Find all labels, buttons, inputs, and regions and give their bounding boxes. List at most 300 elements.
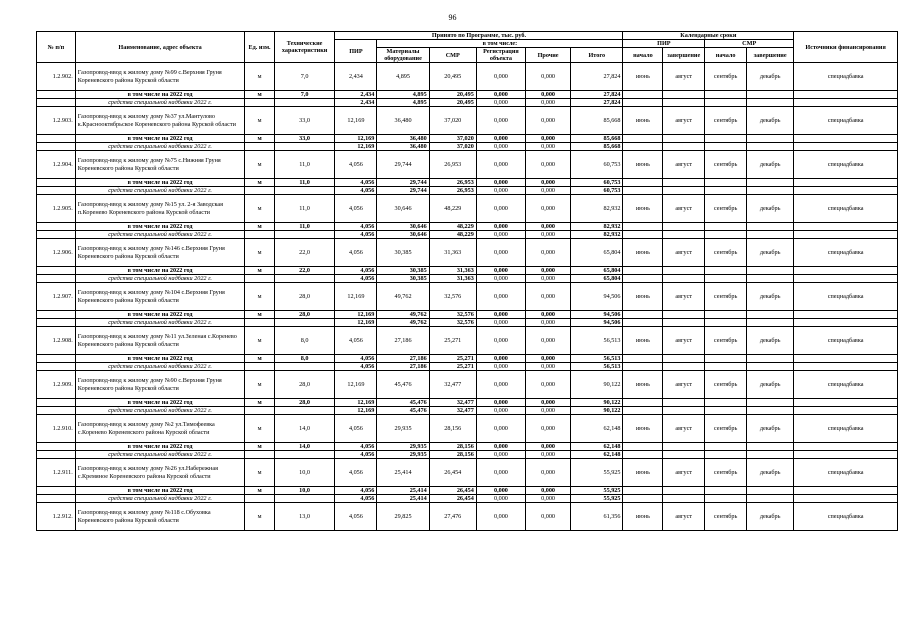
table-row [37, 327, 898, 355]
special-allowance-row [37, 451, 898, 459]
empty-cell [274, 407, 335, 415]
smr-cell: 37,020 [429, 143, 476, 151]
empty-cell [37, 443, 76, 451]
unit-cell: м [245, 195, 274, 223]
total-cell: 82,932 [571, 223, 623, 231]
funding-cell: спецнадбавка [794, 371, 898, 399]
empty-cell [274, 275, 335, 283]
object-name: Газопровод-ввод к жилому дому №37 ул.Мантулово к.Краснооктябрьское Кореневского района Курской области [75, 107, 245, 135]
smr-start-cell: сентябрь [705, 107, 747, 135]
empty-cell [794, 451, 898, 459]
registration-cell: 0,000 [476, 91, 525, 99]
header-registration: Регистрация объекта [476, 48, 525, 63]
pir-cell: 12,169 [335, 319, 377, 327]
header-smr-start: начало [705, 48, 747, 63]
empty-cell [623, 407, 663, 415]
smr-start-cell: сентябрь [705, 459, 747, 487]
empty-cell [747, 319, 794, 327]
total-cell: 94,506 [571, 283, 623, 311]
smr-cell: 32,477 [429, 371, 476, 399]
subtotal-row [37, 179, 898, 187]
pir-cell: 12,169 [335, 283, 377, 311]
empty-cell [747, 179, 794, 187]
pir-start-cell: июнь [623, 151, 663, 179]
unit-cell: м [245, 63, 274, 91]
total-cell: 55,925 [571, 487, 623, 495]
unit-cell: м [245, 223, 274, 231]
row-number: 1.2.909. [37, 371, 76, 399]
pir-cell: 4,056 [335, 151, 377, 179]
total-cell: 60,753 [571, 151, 623, 179]
registration-cell: 0,000 [476, 363, 525, 371]
empty-cell [794, 355, 898, 363]
pir-cell: 4,056 [335, 187, 377, 195]
subtotal-label: в том числе на 2022 год [75, 267, 245, 275]
tech-cell: 33,0 [274, 107, 335, 135]
empty-cell [705, 99, 747, 107]
table-row [37, 239, 898, 267]
registration-cell: 0,000 [476, 371, 525, 399]
empty-cell [747, 363, 794, 371]
pir-cell: 2,434 [335, 99, 377, 107]
total-cell: 94,506 [571, 319, 623, 327]
empty-cell [663, 143, 705, 151]
registration-cell: 0,000 [476, 239, 525, 267]
smr-cell: 48,229 [429, 195, 476, 223]
tech-cell: 10,0 [274, 459, 335, 487]
tech-cell: 7,0 [274, 63, 335, 91]
empty-cell [623, 311, 663, 319]
materials-cell: 30,385 [377, 267, 429, 275]
smr-cell: 32,477 [429, 399, 476, 407]
unit-cell: м [245, 399, 274, 407]
table-row [37, 283, 898, 311]
empty-cell [274, 451, 335, 459]
empty-cell [245, 143, 274, 151]
registration-cell: 0,000 [476, 443, 525, 451]
registration-cell: 0,000 [476, 283, 525, 311]
subtotal-row [37, 443, 898, 451]
smr-cell: 31,363 [429, 275, 476, 283]
total-cell: 60,753 [571, 179, 623, 187]
smr-cell: 26,454 [429, 487, 476, 495]
materials-cell: 27,186 [377, 363, 429, 371]
empty-cell [747, 143, 794, 151]
empty-cell [623, 355, 663, 363]
smr-start-cell: сентябрь [705, 283, 747, 311]
tech-cell: 11,0 [274, 151, 335, 179]
pir-cell: 4,056 [335, 275, 377, 283]
tech-cell: 8,0 [274, 355, 335, 363]
special-allowance-label: средства специальной надбавки 2022 г. [75, 495, 245, 503]
materials-cell: 36,480 [377, 135, 429, 143]
header-name: Наименование, адрес объекта [75, 32, 245, 63]
pir-cell: 4,056 [335, 239, 377, 267]
empty-cell [705, 451, 747, 459]
smr-cell: 32,576 [429, 283, 476, 311]
registration-cell: 0,000 [476, 231, 525, 239]
pir-end-cell: август [663, 195, 705, 223]
smr-cell: 31,363 [429, 267, 476, 275]
other-cell: 0,000 [526, 275, 571, 283]
registration-cell: 0,000 [476, 503, 525, 531]
empty-cell [623, 487, 663, 495]
header-incl: в том числе: [377, 40, 623, 48]
materials-cell: 30,646 [377, 195, 429, 223]
subtotal-label: в том числе на 2022 год [75, 223, 245, 231]
pir-end-cell: август [663, 503, 705, 531]
materials-cell: 29,744 [377, 151, 429, 179]
smr-cell: 48,229 [429, 231, 476, 239]
row-number: 1.2.907. [37, 283, 76, 311]
materials-cell: 27,186 [377, 327, 429, 355]
pir-end-cell: август [663, 459, 705, 487]
empty-cell [794, 443, 898, 451]
table-row [37, 459, 898, 487]
pir-end-cell: август [663, 239, 705, 267]
empty-cell [245, 451, 274, 459]
empty-cell [663, 187, 705, 195]
tech-cell: 28,0 [274, 399, 335, 407]
pir-start-cell: июнь [623, 195, 663, 223]
materials-cell: 30,385 [377, 239, 429, 267]
special-allowance-label: средства специальной надбавки 2022 г. [75, 319, 245, 327]
empty-cell [37, 487, 76, 495]
empty-cell [663, 179, 705, 187]
unit-cell: м [245, 91, 274, 99]
empty-cell [663, 319, 705, 327]
materials-cell: 45,476 [377, 407, 429, 415]
smr-end-cell: декабрь [747, 107, 794, 135]
empty-cell [37, 187, 76, 195]
pir-cell: 4,056 [335, 415, 377, 443]
table-row [37, 415, 898, 443]
smr-end-cell: декабрь [747, 503, 794, 531]
materials-cell: 4,895 [377, 63, 429, 91]
unit-cell: м [245, 443, 274, 451]
empty-cell [663, 451, 705, 459]
special-allowance-label: средства специальной надбавки 2022 г. [75, 275, 245, 283]
row-number: 1.2.903. [37, 107, 76, 135]
empty-cell [705, 363, 747, 371]
other-cell: 0,000 [526, 267, 571, 275]
other-cell: 0,000 [526, 179, 571, 187]
subtotal-label: в том числе на 2022 год [75, 179, 245, 187]
unit-cell: м [245, 355, 274, 363]
pir-start-cell: июнь [623, 459, 663, 487]
pir-cell: 12,169 [335, 135, 377, 143]
total-cell: 55,925 [571, 495, 623, 503]
special-allowance-label: средства специальной надбавки 2022 г. [75, 451, 245, 459]
empty-cell [794, 275, 898, 283]
tech-cell: 14,0 [274, 443, 335, 451]
pir-cell: 4,056 [335, 443, 377, 451]
pir-cell: 4,056 [335, 495, 377, 503]
registration-cell: 0,000 [476, 407, 525, 415]
smr-end-cell: декабрь [747, 371, 794, 399]
pir-cell: 2,434 [335, 63, 377, 91]
unit-cell: м [245, 151, 274, 179]
header-total: Итого [571, 48, 623, 63]
pir-cell: 4,056 [335, 355, 377, 363]
other-cell: 0,000 [526, 135, 571, 143]
empty-cell [274, 143, 335, 151]
special-allowance-label: средства специальной надбавки 2022 г. [75, 363, 245, 371]
subtotal-label: в том числе на 2022 год [75, 487, 245, 495]
smr-start-cell: сентябрь [705, 371, 747, 399]
smr-cell: 32,477 [429, 407, 476, 415]
empty-cell [245, 495, 274, 503]
smr-cell: 26,953 [429, 151, 476, 179]
materials-cell: 25,414 [377, 459, 429, 487]
empty-cell [663, 275, 705, 283]
empty-cell [245, 319, 274, 327]
empty-cell [37, 223, 76, 231]
total-cell: 85,668 [571, 135, 623, 143]
empty-cell [37, 311, 76, 319]
registration-cell: 0,000 [476, 495, 525, 503]
funding-cell: спецнадбавка [794, 415, 898, 443]
header-other: Прочие [526, 48, 571, 63]
total-cell: 65,804 [571, 267, 623, 275]
funding-cell: спецнадбавка [794, 327, 898, 355]
pir-cell: 4,056 [335, 451, 377, 459]
pir-cell: 4,056 [335, 503, 377, 531]
tech-cell: 22,0 [274, 239, 335, 267]
materials-cell: 29,935 [377, 415, 429, 443]
smr-start-cell: сентябрь [705, 327, 747, 355]
materials-cell: 29,825 [377, 503, 429, 531]
unit-cell: м [245, 503, 274, 531]
smr-start-cell: сентябрь [705, 195, 747, 223]
unit-cell: м [245, 459, 274, 487]
empty-cell [794, 135, 898, 143]
total-cell: 60,753 [571, 187, 623, 195]
empty-cell [37, 363, 76, 371]
empty-cell [794, 187, 898, 195]
subtotal-row [37, 91, 898, 99]
empty-cell [705, 179, 747, 187]
registration-cell: 0,000 [476, 355, 525, 363]
object-name: Газопровод-ввод к жилому дому №90 с.Верхняя Груня Кореневского района Курской области [75, 371, 245, 399]
header-cal-pir: ПИР [623, 40, 705, 48]
smr-end-cell: декабрь [747, 239, 794, 267]
header-pir: ПИР [335, 40, 377, 63]
subtotal-row [37, 399, 898, 407]
empty-cell [705, 135, 747, 143]
empty-cell [747, 487, 794, 495]
pir-end-cell: август [663, 371, 705, 399]
pir-end-cell: август [663, 283, 705, 311]
empty-cell [37, 143, 76, 151]
other-cell: 0,000 [526, 495, 571, 503]
total-cell: 90,122 [571, 371, 623, 399]
object-name: Газопровод-ввод к жилому дому №104 с.Верхняя Груня Кореневского района Курской области [75, 283, 245, 311]
total-cell: 85,668 [571, 107, 623, 135]
empty-cell [274, 495, 335, 503]
empty-cell [37, 231, 76, 239]
smr-cell: 32,576 [429, 311, 476, 319]
table-row [37, 151, 898, 179]
registration-cell: 0,000 [476, 107, 525, 135]
header-pir-start: начало [623, 48, 663, 63]
empty-cell [623, 135, 663, 143]
smr-end-cell: декабрь [747, 459, 794, 487]
subtotal-label: в том числе на 2022 год [75, 355, 245, 363]
unit-cell: м [245, 487, 274, 495]
empty-cell [623, 319, 663, 327]
empty-cell [623, 443, 663, 451]
empty-cell [623, 99, 663, 107]
other-cell: 0,000 [526, 107, 571, 135]
empty-cell [245, 99, 274, 107]
smr-cell: 27,476 [429, 503, 476, 531]
smr-cell: 28,156 [429, 443, 476, 451]
tech-cell: 11,0 [274, 223, 335, 231]
row-number: 1.2.906. [37, 239, 76, 267]
empty-cell [663, 363, 705, 371]
empty-cell [663, 267, 705, 275]
other-cell: 0,000 [526, 151, 571, 179]
pir-start-cell: июнь [623, 239, 663, 267]
subtotal-row [37, 487, 898, 495]
special-allowance-row [37, 319, 898, 327]
subtotal-row [37, 135, 898, 143]
pir-cell: 4,056 [335, 195, 377, 223]
empty-cell [794, 99, 898, 107]
object-name: Газопровод-ввод к жилому дому №75 с.Нижняя Груня Кореневского района Курской области [75, 151, 245, 179]
pir-start-cell: июнь [623, 107, 663, 135]
empty-cell [747, 451, 794, 459]
empty-cell [705, 443, 747, 451]
tech-cell: 8,0 [274, 327, 335, 355]
total-cell: 62,148 [571, 451, 623, 459]
materials-cell: 49,762 [377, 311, 429, 319]
empty-cell [794, 143, 898, 151]
subtotal-row [37, 223, 898, 231]
registration-cell: 0,000 [476, 275, 525, 283]
row-number: 1.2.905. [37, 195, 76, 223]
empty-cell [663, 487, 705, 495]
empty-cell [663, 399, 705, 407]
empty-cell [245, 187, 274, 195]
object-name: Газопровод-ввод к жилому дому №26 ул.Набережная с.Кремяное Кореневского района Курской области [75, 459, 245, 487]
registration-cell: 0,000 [476, 415, 525, 443]
smr-start-cell: сентябрь [705, 239, 747, 267]
smr-end-cell: декабрь [747, 283, 794, 311]
smr-end-cell: декабрь [747, 327, 794, 355]
other-cell: 0,000 [526, 99, 571, 107]
total-cell: 56,513 [571, 355, 623, 363]
registration-cell: 0,000 [476, 399, 525, 407]
other-cell: 0,000 [526, 503, 571, 531]
empty-cell [623, 187, 663, 195]
other-cell: 0,000 [526, 283, 571, 311]
table-header [37, 32, 898, 63]
funding-cell: спецнадбавка [794, 63, 898, 91]
empty-cell [705, 231, 747, 239]
registration-cell: 0,000 [476, 319, 525, 327]
tech-cell: 28,0 [274, 311, 335, 319]
empty-cell [794, 407, 898, 415]
empty-cell [623, 179, 663, 187]
unit-cell: м [245, 371, 274, 399]
pir-end-cell: август [663, 63, 705, 91]
special-allowance-row [37, 143, 898, 151]
object-name: Газопровод-ввод к жилому дому №11 ул.Зеленая с.Коренево Кореневского района Курской области [75, 327, 245, 355]
total-cell: 27,824 [571, 91, 623, 99]
empty-cell [705, 223, 747, 231]
empty-cell [794, 91, 898, 99]
row-number: 1.2.910. [37, 415, 76, 443]
subtotal-row [37, 267, 898, 275]
object-name: Газопровод-ввод к жилому дому №15 ул. 2-я Заводская п.Коренево Кореневского района Курской области [75, 195, 245, 223]
smr-cell: 37,020 [429, 107, 476, 135]
smr-cell: 26,953 [429, 179, 476, 187]
subtotal-row [37, 355, 898, 363]
total-cell: 55,925 [571, 459, 623, 487]
pir-cell: 12,169 [335, 143, 377, 151]
other-cell: 0,000 [526, 355, 571, 363]
smr-start-cell: сентябрь [705, 503, 747, 531]
empty-cell [705, 91, 747, 99]
empty-cell [705, 495, 747, 503]
table-row [37, 195, 898, 223]
empty-cell [37, 495, 76, 503]
header-funding: Источники финансирования [794, 32, 898, 63]
materials-cell: 4,895 [377, 91, 429, 99]
subtotal-row [37, 311, 898, 319]
subtotal-label: в том числе на 2022 год [75, 399, 245, 407]
tech-cell: 7,0 [274, 91, 335, 99]
materials-cell: 29,935 [377, 443, 429, 451]
materials-cell: 25,414 [377, 487, 429, 495]
unit-cell: м [245, 267, 274, 275]
smr-cell: 32,576 [429, 319, 476, 327]
header-calendar: Календарные сроки [623, 32, 794, 40]
empty-cell [794, 363, 898, 371]
empty-cell [747, 99, 794, 107]
smr-end-cell: декабрь [747, 63, 794, 91]
unit-cell: м [245, 135, 274, 143]
header-unit: Ед. изм. [245, 32, 274, 63]
pir-cell: 4,056 [335, 327, 377, 355]
pir-cell: 12,169 [335, 407, 377, 415]
tech-cell: 11,0 [274, 179, 335, 187]
row-number: 1.2.912. [37, 503, 76, 531]
unit-cell: м [245, 107, 274, 135]
unit-cell: м [245, 327, 274, 355]
funding-cell: спецнадбавка [794, 151, 898, 179]
other-cell: 0,000 [526, 487, 571, 495]
registration-cell: 0,000 [476, 311, 525, 319]
empty-cell [747, 355, 794, 363]
empty-cell [245, 363, 274, 371]
header-adopted: Принято по Программе, тыс. руб. [335, 32, 623, 40]
pir-start-cell: июнь [623, 415, 663, 443]
total-cell: 90,122 [571, 399, 623, 407]
empty-cell [747, 223, 794, 231]
empty-cell [794, 179, 898, 187]
other-cell: 0,000 [526, 371, 571, 399]
registration-cell: 0,000 [476, 179, 525, 187]
empty-cell [747, 231, 794, 239]
materials-cell: 49,762 [377, 319, 429, 327]
empty-cell [274, 319, 335, 327]
special-allowance-row [37, 99, 898, 107]
tech-cell: 10,0 [274, 487, 335, 495]
pir-start-cell: июнь [623, 371, 663, 399]
